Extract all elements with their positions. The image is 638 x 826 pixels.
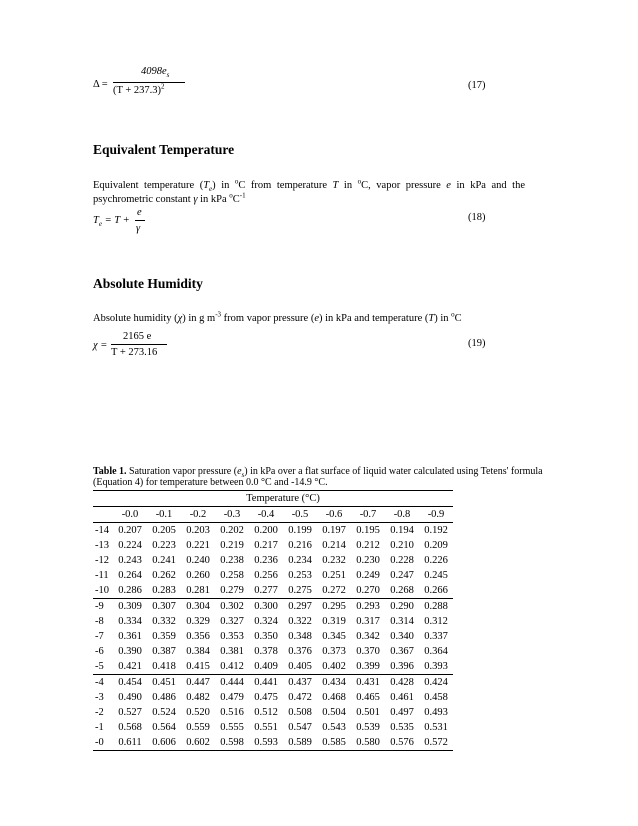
table-row <box>93 735 453 751</box>
table-cell: 0.234 <box>288 555 312 566</box>
table-cell: 0.468 <box>322 692 346 703</box>
table-cell: 0.192 <box>424 525 448 536</box>
table-cell: 0.295 <box>317 599 351 615</box>
table-cell: 0.356 <box>186 631 210 642</box>
table-cell: 0.319 <box>322 616 346 627</box>
table-cell: 0.214 <box>322 540 346 551</box>
table-cell: 0.479 <box>220 692 244 703</box>
table-cell: 0.447 <box>181 675 215 691</box>
table-cell: 0.283 <box>152 585 176 596</box>
table-cell: 0.302 <box>215 599 249 615</box>
column-header: -0.9 <box>419 507 453 523</box>
table-cell: 0.270 <box>356 585 380 596</box>
table-cell: 0.279 <box>220 585 244 596</box>
eq17-lhs: Δ = <box>93 79 108 90</box>
table-cell: 0.359 <box>152 631 176 642</box>
table-row <box>93 568 453 583</box>
table-cell: 0.205 <box>152 525 176 536</box>
table-cell: 0.593 <box>249 735 283 751</box>
table-row <box>93 553 453 568</box>
table-cell: 0.209 <box>424 540 448 551</box>
table-cell: 0.572 <box>419 735 453 751</box>
table-cell: 0.396 <box>390 661 414 672</box>
absolute-humidity-paragraph: Absolute humidity (χ) in g $m^{-3}$ from vapor pressure (e) in kPa and temperature (T) in $^o$C <box>93 310 462 324</box>
table-cell: 0.486 <box>152 692 176 703</box>
table-cell: 0.441 <box>249 675 283 691</box>
table-row <box>93 644 453 659</box>
table-cell: 0.387 <box>152 646 176 657</box>
table-cell: 0.262 <box>152 570 176 581</box>
table-cell: 0.324 <box>254 616 278 627</box>
equation-number-17: (17) <box>468 80 486 91</box>
table-cell: 0.551 <box>254 722 278 733</box>
table-row <box>93 538 453 553</box>
column-header: -0.0 <box>113 507 147 523</box>
table-cell: 0.589 <box>283 735 317 751</box>
table-cell: 0.300 <box>249 599 283 615</box>
table-cell: 0.247 <box>390 570 414 581</box>
table-cell: 0.230 <box>356 555 380 566</box>
table-cell: 0.238 <box>220 555 244 566</box>
equation-19 <box>93 331 243 365</box>
table-cell: 0.568 <box>118 722 142 733</box>
row-label: -7 <box>95 631 104 642</box>
table-cell: 0.207 <box>118 525 142 536</box>
table-cell: 0.210 <box>390 540 414 551</box>
table-cell: 0.444 <box>215 675 249 691</box>
table-cell: 0.286 <box>118 585 142 596</box>
table-cell: 0.508 <box>288 707 312 718</box>
table-cell: 0.384 <box>186 646 210 657</box>
table-cell: 0.461 <box>390 692 414 703</box>
table-cell: 0.243 <box>118 555 142 566</box>
table-cell: 0.475 <box>254 692 278 703</box>
table-cell: 0.258 <box>220 570 244 581</box>
table-cell: 0.555 <box>220 722 244 733</box>
row-label: -14 <box>95 525 109 536</box>
table-row <box>93 690 453 705</box>
table-cell: 0.364 <box>424 646 448 657</box>
table-cell: 0.348 <box>288 631 312 642</box>
table-cell: 0.543 <box>322 722 346 733</box>
table-cell: 0.332 <box>152 616 176 627</box>
table-cell: 0.424 <box>419 675 453 691</box>
table-cell: 0.200 <box>254 525 278 536</box>
table-cell: 0.504 <box>322 707 346 718</box>
table-cell: 0.293 <box>351 599 385 615</box>
table-cell: 0.253 <box>288 570 312 581</box>
table-cell: 0.260 <box>186 570 210 581</box>
equation-number-19: (19) <box>468 338 486 349</box>
table-cell: 0.547 <box>288 722 312 733</box>
table-cell: 0.393 <box>424 661 448 672</box>
column-header: -0.7 <box>351 507 385 523</box>
row-label: -6 <box>95 646 104 657</box>
table-cell: 0.361 <box>118 631 142 642</box>
table-cell: 0.241 <box>152 555 176 566</box>
table-cell: 0.454 <box>113 675 147 691</box>
table-cell: 0.216 <box>288 540 312 551</box>
table-cell: 0.314 <box>390 616 414 627</box>
table-cell: 0.602 <box>181 735 215 751</box>
table-cell: 0.297 <box>283 599 317 615</box>
eq18-lhs: $T_e = T$ + <box>93 215 130 229</box>
table-cell: 0.202 <box>220 525 244 536</box>
fraction-bar <box>113 82 185 83</box>
row-label: -1 <box>95 722 104 733</box>
table-cell: 0.458 <box>424 692 448 703</box>
row-label: -5 <box>95 661 104 672</box>
equation-number-18: (18) <box>468 212 486 223</box>
table-cell: 0.245 <box>424 570 448 581</box>
table-cell: 0.539 <box>356 722 380 733</box>
row-label: -11 <box>95 570 109 581</box>
table-cell: 0.431 <box>351 675 385 691</box>
equivalent-temperature-paragraph: Equivalent temperature $(T_e)$ in $^o$C from temperature T in $^o$C, vapor pressure e in kPa and the psychrometric constant γ in kPa $^oC^{-1}$ <box>93 177 525 205</box>
table-cell: 0.373 <box>322 646 346 657</box>
table-cell: 0.520 <box>186 707 210 718</box>
table-cell: 0.264 <box>118 570 142 581</box>
table-cell: 0.490 <box>118 692 142 703</box>
table-cell: 0.527 <box>118 707 142 718</box>
section-heading-absolute-humidity: Absolute Humidity <box>93 276 203 291</box>
table-cell: 0.451 <box>147 675 181 691</box>
eq18-denominator: γ <box>136 223 141 234</box>
table-cell: 0.268 <box>390 585 414 596</box>
table-cell: 0.531 <box>424 722 448 733</box>
table-cell: 0.428 <box>385 675 419 691</box>
table-cell: 0.228 <box>390 555 414 566</box>
column-header: -0.3 <box>215 507 249 523</box>
eq19-numerator: 2165 e <box>123 331 152 342</box>
table-cell: 0.281 <box>186 585 210 596</box>
table-cell: 0.304 <box>181 599 215 615</box>
table-row <box>93 675 453 691</box>
table-cell: 0.307 <box>147 599 181 615</box>
table-cell: 0.251 <box>322 570 346 581</box>
table-row <box>93 705 453 720</box>
row-label: -2 <box>95 707 104 718</box>
table-cell: 0.465 <box>356 692 380 703</box>
table-cell: 0.345 <box>322 631 346 642</box>
table-cell: 0.482 <box>186 692 210 703</box>
table-cell: 0.342 <box>356 631 380 642</box>
table-cell: 0.272 <box>322 585 346 596</box>
table-cell: 0.516 <box>220 707 244 718</box>
eq18-numerator: e <box>137 207 142 218</box>
table-cell: 0.576 <box>385 735 419 751</box>
table-cell: 0.409 <box>254 661 278 672</box>
section-heading-equivalent-temperature: Equivalent Temperature <box>93 142 235 157</box>
table-cell: 0.288 <box>419 599 453 615</box>
eq19-denominator: T + 273.16 <box>111 347 158 358</box>
table-cell: 0.376 <box>288 646 312 657</box>
row-label: -10 <box>95 585 109 596</box>
table-cell: 0.472 <box>288 692 312 703</box>
table-row <box>93 659 453 675</box>
equation-17 <box>93 66 293 106</box>
table-cell: 0.212 <box>356 540 380 551</box>
column-header: -0.1 <box>147 507 181 523</box>
table-cell: 0.421 <box>118 661 142 672</box>
table-row <box>93 599 453 615</box>
table-cell: 0.350 <box>254 631 278 642</box>
row-label: -0 <box>93 735 113 751</box>
table-cell: 0.412 <box>220 661 244 672</box>
table-cell: 0.290 <box>385 599 419 615</box>
column-header: -0.8 <box>385 507 419 523</box>
table-header-temperature: Temperature (°C) <box>113 491 453 507</box>
table-cell: 0.493 <box>424 707 448 718</box>
fraction-bar <box>111 344 167 345</box>
table-cell: 0.217 <box>254 540 278 551</box>
table-cell: 0.266 <box>424 585 448 596</box>
table-cell: 0.415 <box>186 661 210 672</box>
table-row <box>93 720 453 735</box>
row-label: -4 <box>93 675 113 691</box>
table-cell: 0.564 <box>152 722 176 733</box>
table-caption: Table 1. Saturation vapor pressure $(e_s)$ in kPa over a flat surface of liquid water calculated using Tetens' formula (Equation 4) for temperature between 0.0 °C and -14.9 °C. <box>93 466 543 488</box>
table-cell: 0.405 <box>288 661 312 672</box>
row-label: -8 <box>95 616 104 627</box>
table-cell: 0.580 <box>351 735 385 751</box>
table-cell: 0.322 <box>288 616 312 627</box>
table-cell: 0.381 <box>220 646 244 657</box>
table-cell: 0.327 <box>220 616 244 627</box>
table-cell: 0.340 <box>390 631 414 642</box>
table-cell: 0.402 <box>322 661 346 672</box>
table-cell: 0.317 <box>356 616 380 627</box>
table-cell: 0.585 <box>317 735 351 751</box>
table-cell: 0.370 <box>356 646 380 657</box>
table-cell: 0.199 <box>288 525 312 536</box>
row-label: -13 <box>95 540 109 551</box>
column-header: -0.5 <box>283 507 317 523</box>
saturation-vapor-pressure-table <box>93 490 453 751</box>
table-cell: 0.378 <box>254 646 278 657</box>
table-cell: 0.559 <box>186 722 210 733</box>
table-cell: 0.329 <box>186 616 210 627</box>
table-cell: 0.194 <box>390 525 414 536</box>
eq17-denominator: $(T + 237.3)^2$ <box>113 82 165 96</box>
table-cell: 0.390 <box>118 646 142 657</box>
table-cell: 0.611 <box>113 735 147 751</box>
table-cell: 0.236 <box>254 555 278 566</box>
eq17-numerator: $4098e_s$ <box>141 66 170 80</box>
row-label: -9 <box>93 599 113 615</box>
table-cell: 0.399 <box>356 661 380 672</box>
table-cell: 0.418 <box>152 661 176 672</box>
table-cell: 0.226 <box>424 555 448 566</box>
table-cell: 0.497 <box>390 707 414 718</box>
table-cell: 0.219 <box>220 540 244 551</box>
column-header-row <box>93 507 453 523</box>
table-cell: 0.249 <box>356 570 380 581</box>
table-cell: 0.524 <box>152 707 176 718</box>
column-header: -0.2 <box>181 507 215 523</box>
column-header: -0.4 <box>249 507 283 523</box>
table-cell: 0.535 <box>390 722 414 733</box>
table-cell: 0.232 <box>322 555 346 566</box>
table-cell: 0.353 <box>220 631 244 642</box>
table-cell: 0.437 <box>283 675 317 691</box>
table-cell: 0.337 <box>424 631 448 642</box>
table-cell: 0.312 <box>424 616 448 627</box>
table-cell: 0.309 <box>113 599 147 615</box>
table-cell: 0.501 <box>356 707 380 718</box>
table-cell: 0.223 <box>152 540 176 551</box>
row-label: -12 <box>95 555 109 566</box>
equation-18 <box>93 207 213 241</box>
table-cell: 0.275 <box>288 585 312 596</box>
row-label: -3 <box>95 692 104 703</box>
table-cell: 0.203 <box>186 525 210 536</box>
table-cell: 0.598 <box>215 735 249 751</box>
table-cell: 0.256 <box>254 570 278 581</box>
table-cell: 0.221 <box>186 540 210 551</box>
table-row <box>93 614 453 629</box>
table-cell: 0.240 <box>186 555 210 566</box>
table-row <box>93 583 453 599</box>
fraction-bar <box>135 220 145 221</box>
table-cell: 0.367 <box>390 646 414 657</box>
eq19-lhs: χ = <box>93 340 108 351</box>
table-cell: 0.195 <box>356 525 380 536</box>
table-cell: 0.606 <box>147 735 181 751</box>
table-cell: 0.224 <box>118 540 142 551</box>
table-cell: 0.277 <box>254 585 278 596</box>
table-cell: 0.434 <box>317 675 351 691</box>
table-cell: 0.512 <box>254 707 278 718</box>
table-row <box>93 629 453 644</box>
column-header: -0.6 <box>317 507 351 523</box>
table-cell: 0.197 <box>322 525 346 536</box>
table-cell: 0.334 <box>118 616 142 627</box>
table-row <box>93 523 453 539</box>
